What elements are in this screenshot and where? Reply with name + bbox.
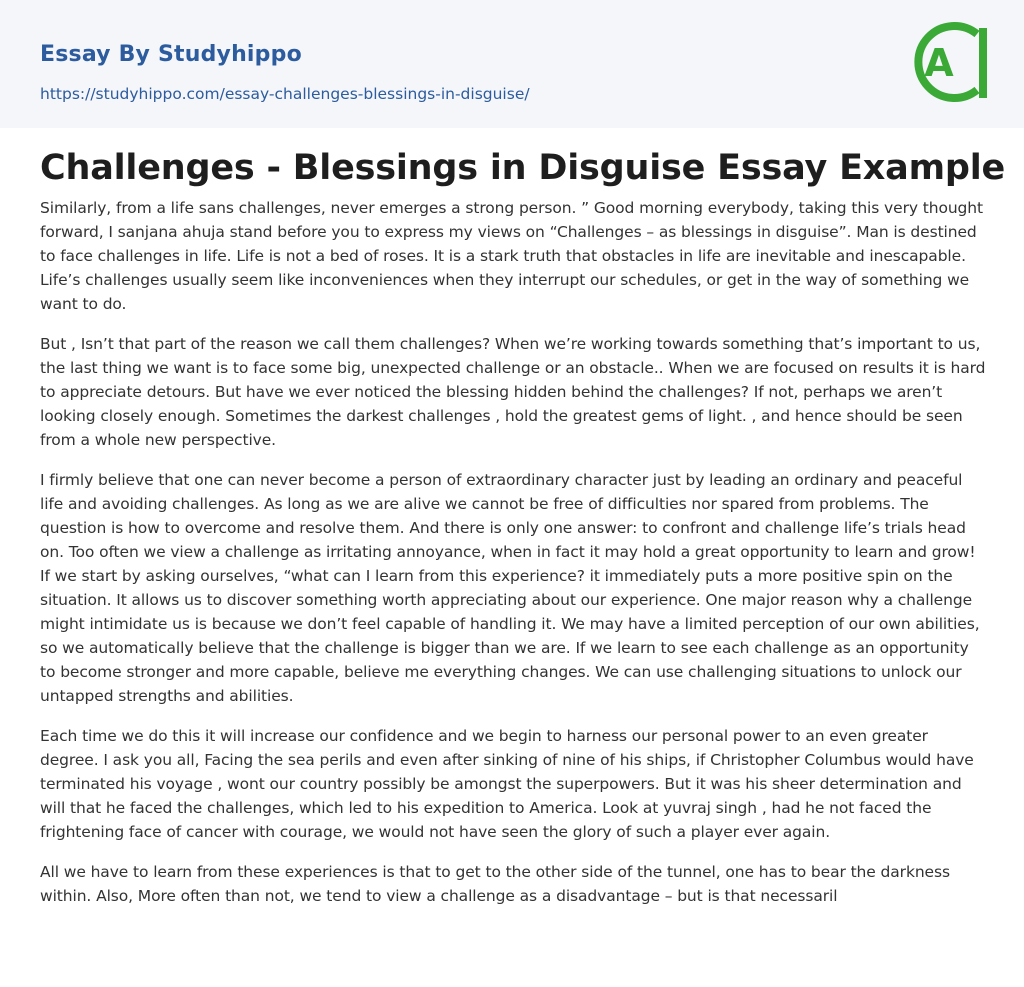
article-paragraph-5: All we have to learn from these experiences is that to get to the other side of the tunnel, one has to bear the darkness within. Also, More often than not, we tend to view a challenge as a disadvantage – but is that necessaril: [40, 863, 950, 905]
article-paragraph-3: I firmly believe that one can never become a person of extraordinary character just by leading an ordinary and peaceful life and avoiding challenges. As long as we are alive we cannot be free of difficulties nor spared from problems. The question is how to overcome and resolve them. And there is only one answer: to confront and challenge life’s trials head on. Too often we view a challenge as irritating annoyance, when in fact it may hold a great opportunity to learn and grow! If we start by asking ourselves, “what can I learn from this experience? it immediately puts a more positive spin on the situation. It allows us to discover something worth appreciating about our experience. One major reason why a challenge might intimidate us is because we don’t feel capable of handling it. We may have a limited perception of our own abilities, so we automatically believe that the challenge is bigger than we are. If we learn to see each challenge as an opportunity to become stronger and more capable, believe me everything changes. We can use challenging situations to unlock our untapped strengths and abilities.: [40, 471, 980, 705]
article: [40, 144, 1006, 924]
site-header: [0, 0, 1024, 128]
page-url-link[interactable]: https://studyhippo.com/essay-challenges-blessings-in-disguise/: [40, 85, 530, 103]
logo-letter: A: [924, 41, 954, 85]
article-paragraph-1: Similarly, from a life sans challenges, never emerges a strong person. ” Good morning everybody, taking this very thought forward, I sanjana ahuja stand before you to express my views on “Challenges – as blessings in disguise”. Man is destined to face challenges in life. Life is not a bed of roses. It is a stark truth that obstacles in life are inevitable and inescapable. Life’s challenges usually seem like inconveniences when they interrupt our schedules, or get in the way of something we want to do.: [40, 199, 983, 313]
studyhippo-logo-icon[interactable]: [905, 18, 989, 106]
page-title: Challenges - Blessings in Disguise Essay Example: [40, 148, 1006, 188]
site-brand[interactable]: Essay By Studyhippo: [40, 42, 302, 67]
article-paragraph-2: But , Isn’t that part of the reason we call them challenges? When we’re working towards something that’s important to us, the last thing we want is to face some big, unexpected challenge or an obstacle.. When we are focused on results it is hard to appreciate detours. But have we ever noticed the blessing hidden behind the challenges? If not, perhaps we aren’t looking closely enough. Sometimes the darkest challenges , hold the greatest gems of light. , and hence should be seen from a whole new perspective.: [40, 335, 986, 449]
article-paragraph-4: Each time we do this it will increase our confidence and we begin to harness our personal power to an even greater degree. I ask you all, Facing the sea perils and even after sinking of nine of his ships, if Christopher Columbus would have terminated his voyage , wont our country possibly be amongst the superpowers. But it was his sheer determination and will that he faced the challenges, which led to his expedition to America. Look at yuvraj singh , had he not faced the frightening face of cancer with courage, we would not have seen the glory of such a player ever again.: [40, 727, 974, 841]
